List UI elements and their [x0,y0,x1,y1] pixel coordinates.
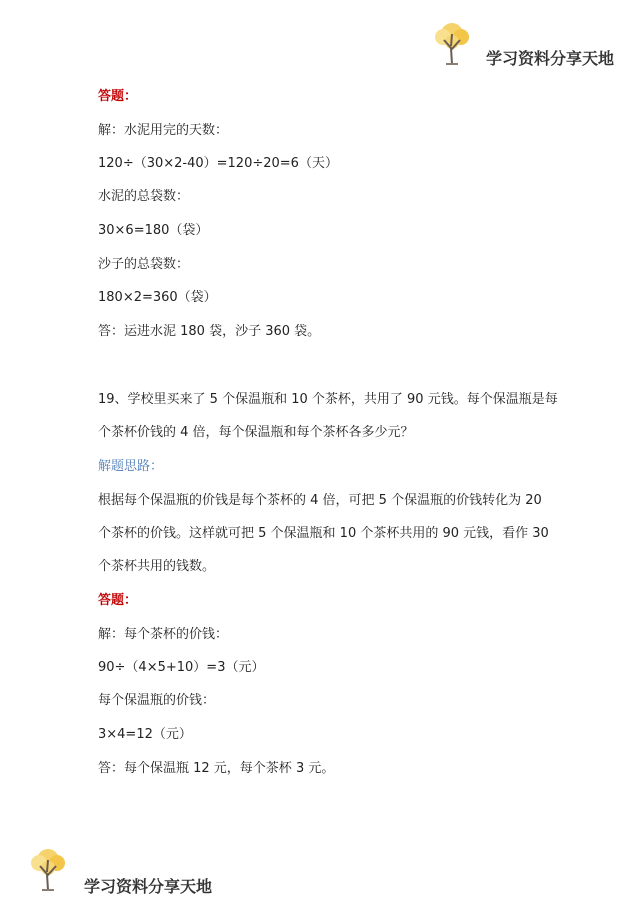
text-line: 答：每个保温瓶 12 元，每个茶杯 3 元。 [98,761,335,776]
text-line: 沙子的总袋数： [98,257,190,272]
thought-text: 个茶杯的价钱。这样就可把 5 个保温瓶和 10 个茶杯共用的 90 元钱，看作 30 [98,526,549,541]
problem-text: 19、学校里买来了 5 个保温瓶和 10 个茶杯，共用了 90 元钱。每个保温瓶是每 [98,392,558,407]
text-line: 答：运进水泥 180 袋，沙子 360 袋。 [98,324,321,339]
text-line: 每个保温瓶的价钱： [98,693,216,708]
text-line: 3×4=12（元） [98,727,192,742]
thought-label: 解题思路： [98,459,164,474]
tree-logo-icon [26,846,70,892]
text-line: 120÷（30×2-40）=120÷20=6（天） [98,156,338,171]
problem-text: 个茶杯价钱的 4 倍，每个保温瓶和每个茶杯各多少元？ [98,425,414,440]
tree-logo-icon [430,20,474,66]
thought-text: 根据每个保温瓶的价钱是每个茶杯的 4 倍，可把 5 个保温瓶的价钱转化为 20 [98,493,542,508]
text-line: 30×6=180（袋） [98,223,209,238]
header-brand [430,20,630,70]
text-line: 90÷（4×5+10）=3（元） [98,660,265,675]
brand-name: 学习资料分享天地 [486,49,615,68]
text-line: 解：每个茶杯的价钱： [98,627,229,642]
thought-text: 个茶杯共用的钱数。 [98,559,216,574]
answer-label: 答题： [98,593,138,608]
text-line: 水泥的总袋数： [98,189,190,204]
text-line: 解：水泥用完的天数： [98,123,229,138]
answer-label: 答题： [98,89,138,104]
brand-name: 学习资料分享天地 [84,877,213,896]
text-line: 180×2=360（袋） [98,290,217,305]
footer-brand [26,846,246,896]
